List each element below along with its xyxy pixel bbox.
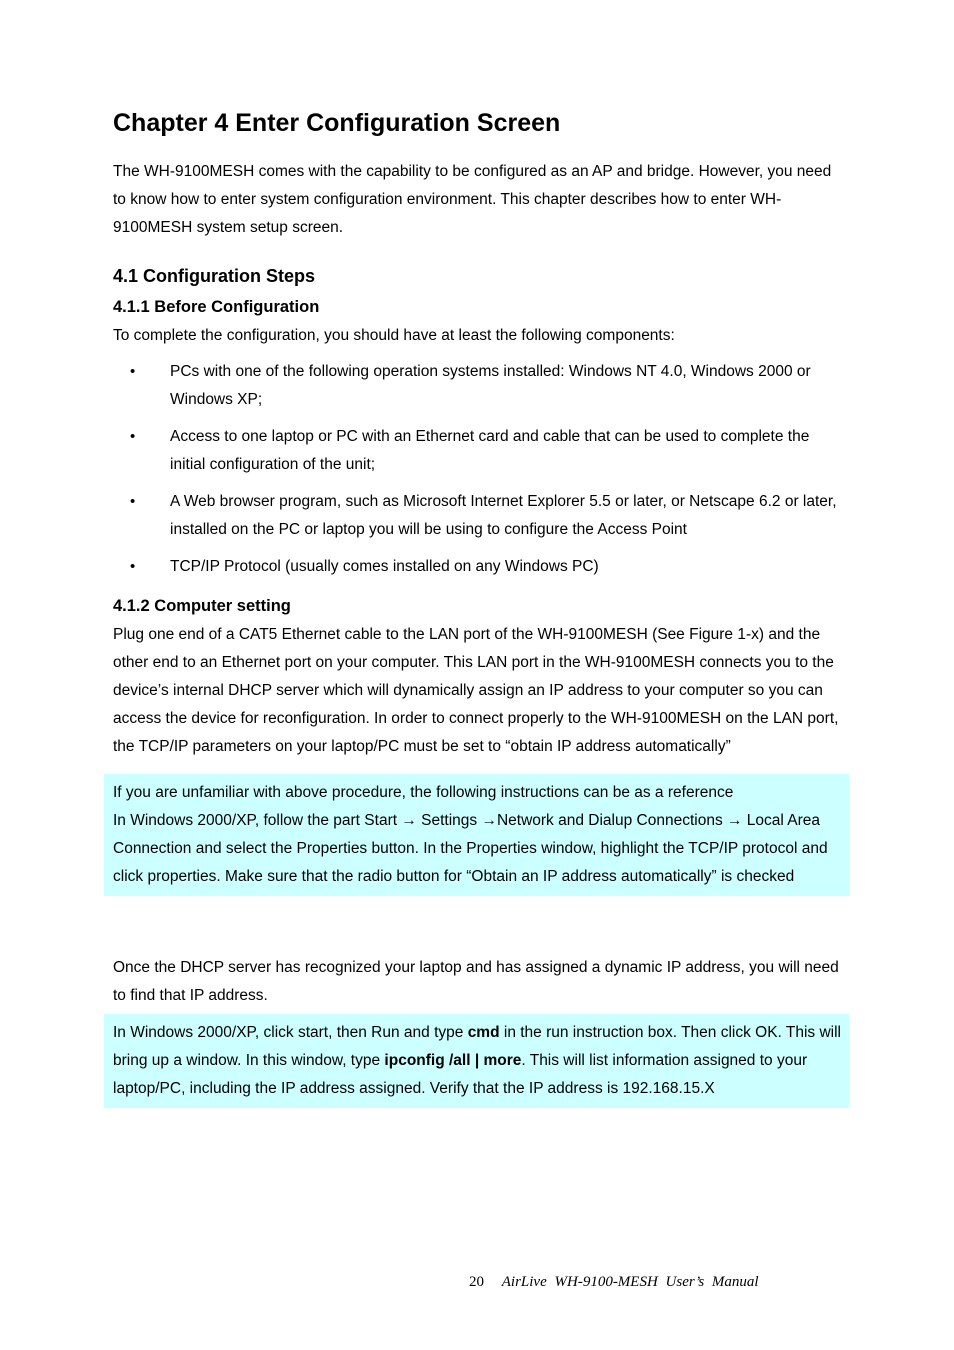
ipconfig-note-text [113,1019,841,1103]
tcpip-instructions-note [104,774,849,896]
ipconfig-command: ipconfig /all | more [384,1052,522,1069]
section-4-1-2-heading: 4.1.2 Computer setting [113,597,291,615]
note-instructions: In Windows 2000/XP, follow the part Start → Settings →Network and Dialup Connections → Local Area Connection and select the Properties button. In the Properties window, highlight the TCP/IP protocol and click properties. Make sure that the radio button for “Obtain an IP address automatically” is checked [113,812,828,885]
bullet-icon: • [130,558,136,575]
bullet-icon: • [130,428,136,445]
list-item [113,488,848,544]
page-footer [469,1271,759,1293]
chapter-title: Chapter 4 Enter Configuration Screen [113,109,561,137]
note-text-segment: in the run instruction box. Then click OK. This will bring up a window. In this window, type [113,1024,841,1069]
section-4-1-1-heading: 4.1.1 Before Configuration [113,298,320,316]
note-intro-line: If you are unfamiliar with above procedure, the following instructions can be as a reference [113,784,734,801]
page-number: 20 [469,1274,484,1290]
computer-setting-paragraph: Plug one end of a CAT5 Ethernet cable to the LAN port of the WH-9100MESH (See Figure 1-x) and the other end to an Ethernet port on your computer. This LAN port in the WH-9100MESH connects you to the device’s internal DHCP server which will dynamically assign an IP address to your computer so you can access the device for reconfiguration. In order to connect properly to the WH-9100MESH on the LAN port, the TCP/IP parameters on your laptop/PC must be set to “obtain IP address automatically” [113,626,839,755]
note-text-segment: . This will list information assigned to your laptop/PC, including the IP address assigned. Verify that the IP address is 192.168.15.X [113,1052,808,1097]
bullet-icon: • [130,493,136,510]
bullet-icon: • [130,363,136,380]
requirements-list [113,358,848,590]
before-configuration-lead: To complete the configuration, you should have at least the following components: [113,327,675,344]
list-item-text: A Web browser program, such as Microsoft Internet Explorer 5.5 or later, or Netscape 6.2 or later, installed on the PC or laptop you will be using to configure the Access Point [170,493,837,538]
list-item-text: PCs with one of the following operation systems installed: Windows NT 4.0, Windows 2000 or Windows XP; [170,363,811,408]
list-item-text: Access to one laptop or PC with an Ethernet card and cable that can be used to complete the initial configuration of the unit; [170,428,810,473]
intro-paragraph: The WH-9100MESH comes with the capability to be configured as an AP and bridge. However, you need to know how to enter system configuration environment. This chapter describes how to enter WH-9100MESH system setup screen. [113,163,832,236]
list-item [113,423,848,479]
ipconfig-instructions-note [104,1014,849,1108]
list-item-text: TCP/IP Protocol (usually comes installed on any Windows PC) [170,558,599,575]
cmd-command: cmd [467,1024,500,1041]
note-text-segment: In Windows 2000/XP, click start, then Run and type [113,1024,468,1041]
list-item [113,358,848,414]
list-item [113,553,848,581]
section-4-1-heading: 4.1 Configuration Steps [113,266,316,286]
dhcp-paragraph: Once the DHCP server has recognized your laptop and has assigned a dynamic IP address, you will need to find that IP address. [113,959,839,1004]
manual-title: AirLive WH-9100-MESH User’s Manual [501,1274,759,1290]
